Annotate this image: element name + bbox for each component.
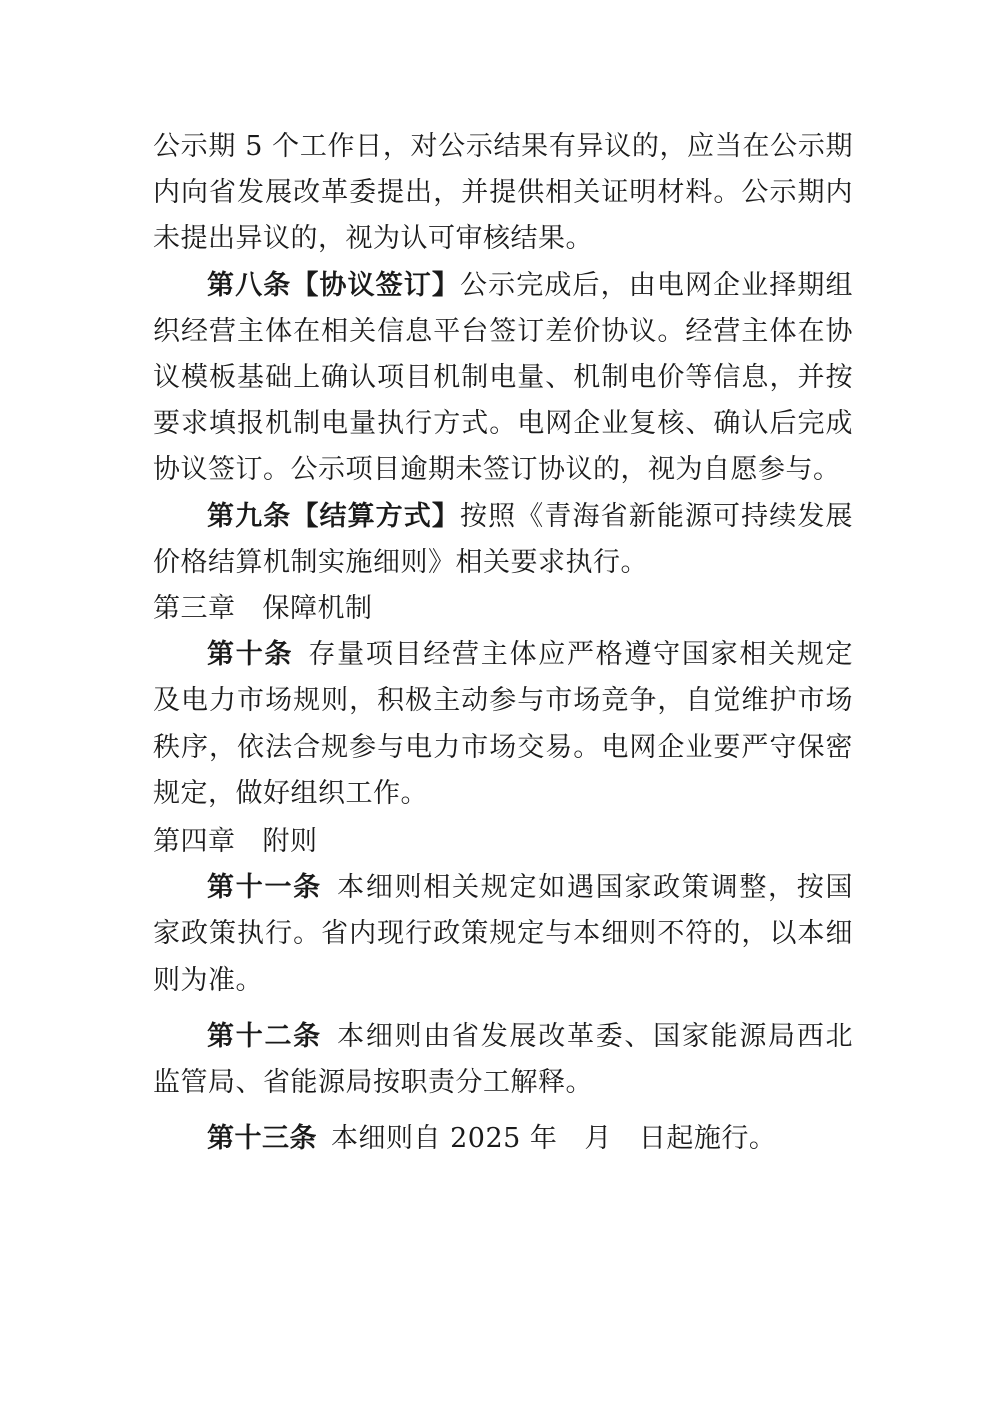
article-12 — [153, 1014, 853, 1106]
article-13 — [153, 1116, 853, 1162]
article-9-heading: 第九条【结算方式】 — [207, 500, 461, 532]
article-8 — [153, 263, 853, 494]
article-13-body-prefix: 本细则自 2025 年 — [331, 1123, 558, 1155]
article-10 — [153, 632, 853, 817]
document-page — [153, 124, 853, 1162]
article-13-month: 月 — [584, 1123, 612, 1155]
article-13-heading: 第十三条 — [207, 1123, 317, 1155]
article-13-day-suffix: 日起施行。 — [638, 1123, 777, 1155]
chapter-4-number: 第四章 — [153, 826, 236, 858]
article-11 — [153, 865, 853, 1004]
article-8-heading: 第八条【协议签订】 — [207, 269, 461, 301]
article-12-body: 本细则由省发展改革委、国家能源局西北监管局、省能源局按职责分工解释。 — [153, 1020, 854, 1099]
chapter-3-title — [153, 586, 853, 632]
article-10-body: 存量项目经营主体应严格遵守国家相关规定及电力市场规则，积极主动参与市场竞争，自觉维护市场秩序，依法合规参与电力市场交易。电网企业要严守保密规定，做好组织工作。 — [153, 639, 854, 809]
paragraph-text: 公示期 5 个工作日，对公示结果有异议的，应当在公示期内向省发展改革委提出，并提供相关证明材料。公示期内未提出异议的，视为认可审核结果。 — [153, 131, 853, 255]
article-8-body: 公示完成后，由电网企业择期组织经营主体在相关信息平台签订差价协议。经营主体在协议模板基础上确认项目机制电量、机制电价等信息，并按要求填报机制电量执行方式。电网企业复核、确认后完成协议签订。公示项目逾期未签订协议的，视为自愿参与。 — [153, 269, 854, 486]
article-11-body: 本细则相关规定如遇国家政策调整，按国家政策执行。省内现行政策规定与本细则不符的，以本细则为准。 — [153, 872, 854, 996]
article-11-heading: 第十一条 — [207, 872, 322, 904]
article-12-heading: 第十二条 — [207, 1020, 322, 1052]
article-9-body: 按照《青海省新能源可持续发展价格结算机制实施细则》相关要求执行。 — [153, 500, 854, 578]
chapter-4-name: 附则 — [262, 826, 318, 858]
chapter-4-title — [153, 819, 853, 865]
paragraph-publicity-period — [153, 124, 853, 263]
article-9 — [153, 494, 853, 586]
article-10-heading: 第十条 — [207, 639, 294, 671]
chapter-3-number: 第三章 — [153, 593, 236, 625]
chapter-3-name: 保障机制 — [262, 593, 373, 625]
